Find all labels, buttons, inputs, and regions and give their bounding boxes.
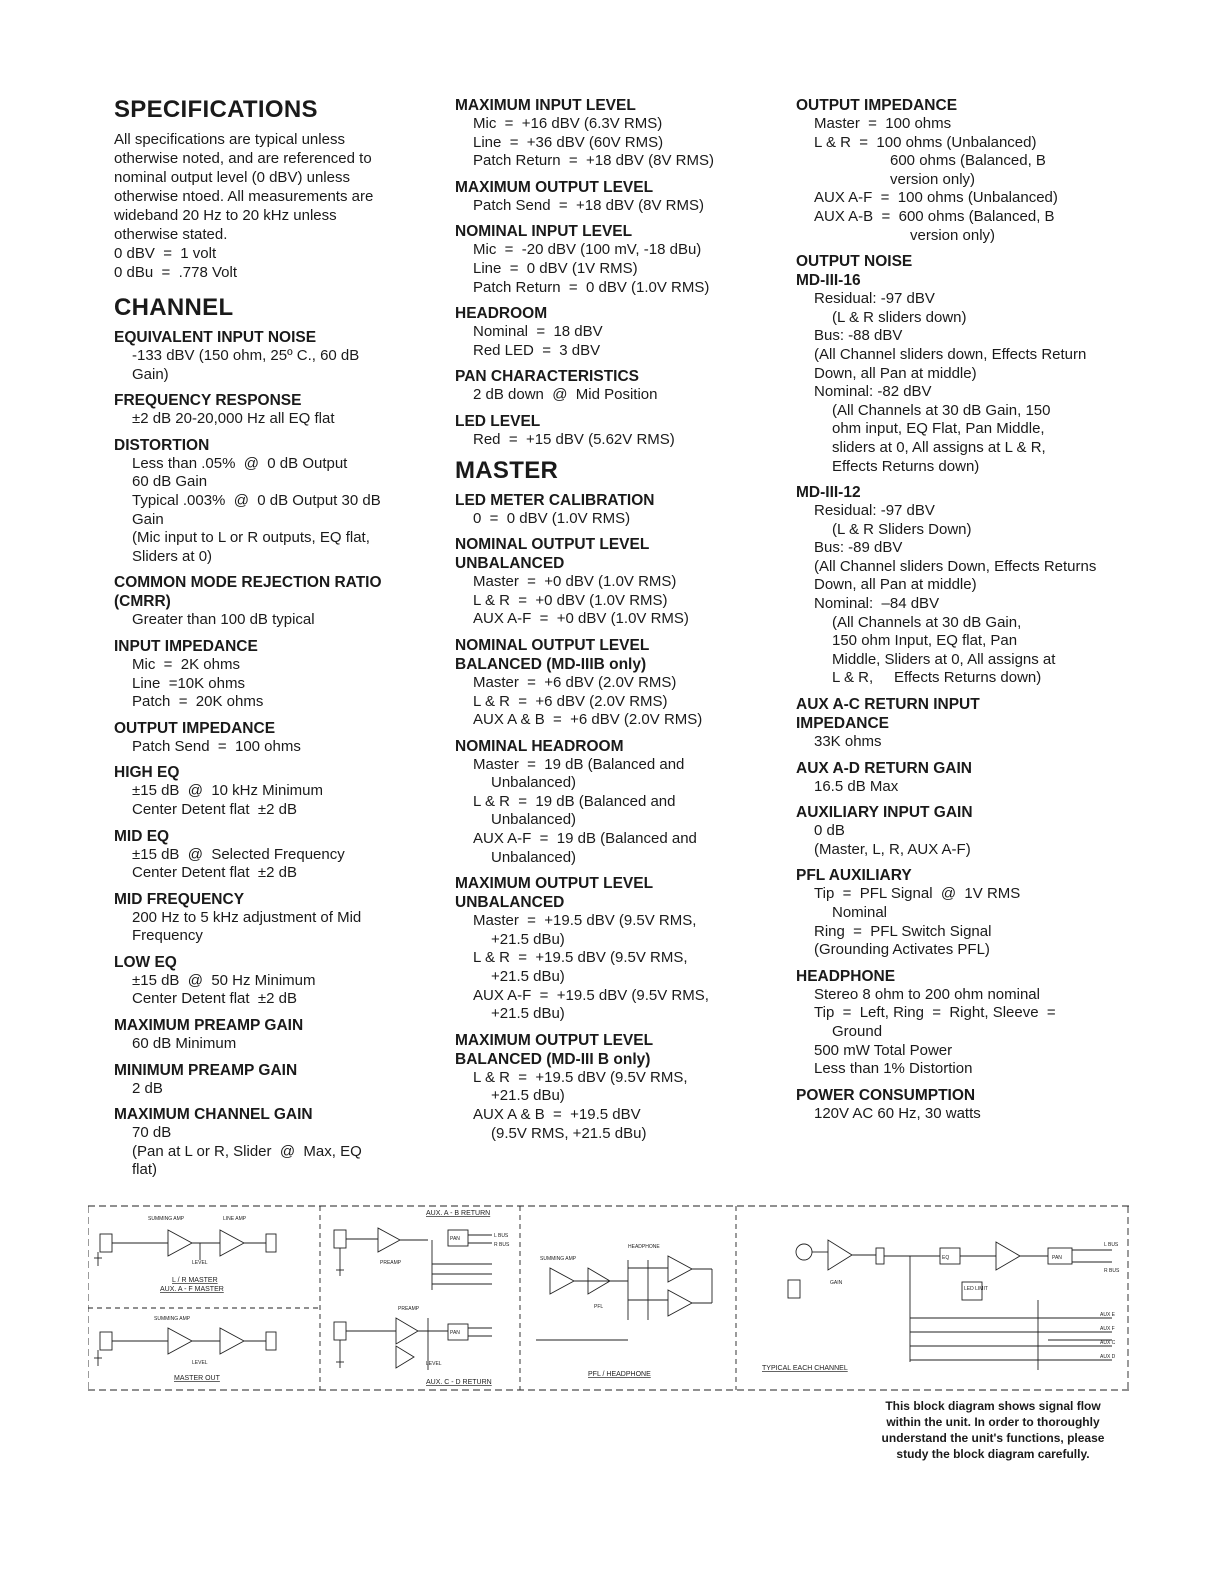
spec-value-line: (9.5V RMS, +21.5 dBu) bbox=[491, 1124, 647, 1142]
r-bus-label: R BUS bbox=[494, 1242, 510, 1248]
spec-item bbox=[796, 1086, 1116, 1124]
ch-r-bus-label: R BUS bbox=[1104, 1268, 1120, 1274]
spec-item bbox=[455, 96, 775, 171]
spec-item bbox=[455, 874, 775, 1024]
spec-values bbox=[455, 323, 775, 360]
spec-value-line: (Grounding Activates PFL) bbox=[814, 941, 990, 959]
spec-values bbox=[455, 573, 775, 629]
spec-value-line: Unbalanced) bbox=[491, 774, 577, 792]
spec-value-line: 16.5 dB Max bbox=[814, 777, 899, 795]
ch-pan-label: PAN bbox=[1052, 1255, 1062, 1261]
channel-title: CHANNEL bbox=[114, 294, 234, 321]
spec-values bbox=[114, 1080, 434, 1099]
spec-value-line: AUX A & B = +6 dBV (2.0V RMS) bbox=[473, 711, 703, 729]
intro-line: wideband 20 Hz to 20 kHz unless bbox=[114, 207, 337, 224]
pfl-headphone-block bbox=[536, 1244, 712, 1378]
spec-heading: NOMINAL OUTPUT LEVEL bbox=[455, 536, 650, 554]
spec-item bbox=[796, 483, 1116, 688]
caption-line: understand the unit's functions, please bbox=[881, 1431, 1105, 1445]
spec-value-line: (All Channel sliders Down, Effects Returns Down, all Pan at middle) bbox=[814, 557, 1101, 594]
spec-value-line: Master = 19 dB (Balanced and bbox=[473, 755, 685, 773]
spec-value-line: Red LED = 3 dBV bbox=[473, 341, 601, 359]
spec-heading: MD-III-16 bbox=[796, 272, 861, 290]
intro-line: 0 dBu = .778 Volt bbox=[114, 264, 238, 281]
output-spec-list bbox=[796, 96, 1116, 1123]
spec-values bbox=[455, 510, 775, 529]
spec-values bbox=[455, 241, 775, 297]
spec-value-line: 600 ohms (Balanced, B bbox=[890, 152, 1046, 170]
spec-value-line: Master = +19.5 dBV (9.5V RMS, bbox=[473, 912, 697, 930]
spec-heading: DISTORTION bbox=[114, 436, 210, 454]
spec-heading: MID FREQUENCY bbox=[114, 890, 245, 908]
spec-value-line: 2 dB bbox=[132, 1079, 163, 1097]
spec-values bbox=[114, 455, 434, 567]
spec-values bbox=[796, 502, 1116, 688]
spec-value-line: Less than 1% Distortion bbox=[814, 1060, 973, 1078]
spec-value-line: Mic = 2K ohms bbox=[132, 655, 240, 673]
spec-item bbox=[114, 827, 434, 883]
lr-master-block bbox=[94, 1216, 276, 1293]
spec-value-line: 200 Hz to 5 kHz adjustment of Mid bbox=[132, 908, 362, 926]
spec-value-line: sliders at 0, All assigns at L & R, bbox=[832, 438, 1046, 456]
spec-value-line: 0 = 0 dBV (1.0V RMS) bbox=[473, 509, 631, 527]
aux-ab-return-block bbox=[334, 1210, 510, 1290]
spec-item bbox=[455, 491, 775, 529]
pan-label: PAN bbox=[450, 1236, 460, 1242]
spec-heading: HEADPHONE bbox=[796, 967, 896, 985]
spec-heading: OUTPUT IMPEDANCE bbox=[796, 97, 958, 114]
spec-heading: PFL AUXILIARY bbox=[796, 867, 912, 885]
spec-heading: MAXIMUM OUTPUT LEVEL bbox=[455, 178, 654, 196]
spec-value-line: L & R, Effects Returns down) bbox=[832, 669, 1042, 687]
spec-values bbox=[114, 738, 434, 757]
spec-value-line: Gain) bbox=[132, 365, 169, 383]
master-out-block bbox=[94, 1316, 276, 1382]
spec-value-line: Effects Returns down) bbox=[832, 457, 980, 475]
master-title: MASTER bbox=[455, 456, 559, 484]
spec-value-line: Master = 100 ohms bbox=[814, 115, 952, 132]
master-level-label: LEVEL bbox=[192, 1360, 208, 1366]
spec-values bbox=[796, 885, 1116, 959]
spec-value-line: (All Channels at 30 dB Gain, 150 bbox=[832, 401, 1051, 419]
spec-values bbox=[796, 778, 1116, 797]
spec-value-line: Gain bbox=[132, 510, 164, 528]
spec-heading: HEADROOM bbox=[455, 305, 548, 323]
spec-values bbox=[114, 410, 434, 429]
spec-value-line: L & R = +19.5 dBV (9.5V RMS, bbox=[473, 949, 688, 967]
spec-item bbox=[455, 304, 775, 360]
spec-value-line: Sliders at 0) bbox=[132, 547, 213, 565]
spec-value-line: AUX A-F = 19 dB (Balanced and bbox=[473, 830, 697, 848]
spec-heading: IMPEDANCE bbox=[796, 715, 890, 733]
spec-value-line: version only) bbox=[890, 170, 976, 188]
spec-heading: NOMINAL OUTPUT LEVEL bbox=[455, 636, 650, 654]
level-label: LEVEL bbox=[192, 1260, 208, 1266]
spec-value-line: ±15 dB @ Selected Frequency bbox=[132, 845, 345, 863]
typical-channel-block bbox=[762, 1240, 1120, 1372]
spec-value-line: L & R = +0 dBV (1.0V RMS) bbox=[473, 591, 668, 609]
spec-value-line: Master = +0 dBV (1.0V RMS) bbox=[473, 573, 677, 591]
headphone-label: HEADPHONE bbox=[628, 1244, 660, 1250]
pfl-summing-label: SUMMING AMP bbox=[540, 1256, 577, 1262]
spec-value-line: Red = +15 dBV (5.62V RMS) bbox=[473, 430, 675, 448]
spec-value-line: 500 mW Total Power bbox=[814, 1041, 953, 1059]
lr-master-label: L / R MASTER bbox=[172, 1277, 218, 1284]
master-spec-list bbox=[455, 491, 775, 1144]
intro-line: All specifications are typical unless bbox=[114, 131, 345, 148]
spec-value-line: Patch Return = 0 dBV (1.0V RMS) bbox=[473, 278, 710, 296]
spec-heading: UNBALANCED bbox=[455, 555, 565, 573]
spec-heading: LOW EQ bbox=[114, 953, 177, 971]
summing-amp-label: SUMMING AMP bbox=[148, 1216, 185, 1222]
spec-values bbox=[796, 1105, 1116, 1124]
spec-item bbox=[455, 367, 775, 405]
spec-item bbox=[796, 967, 1116, 1079]
spec-item bbox=[455, 1031, 775, 1143]
spec-values bbox=[114, 1035, 434, 1054]
diagram-caption bbox=[862, 1398, 1124, 1462]
spec-value-line: +21.5 dBu) bbox=[491, 968, 565, 986]
spec-value-line: ±15 dB @ 10 kHz Minimum bbox=[132, 782, 324, 800]
spec-values bbox=[114, 611, 434, 630]
spec-heading: MAXIMUM CHANNEL GAIN bbox=[114, 1106, 313, 1124]
spec-values bbox=[455, 197, 775, 216]
aux-ab-return-label: AUX. A - B RETURN bbox=[426, 1210, 491, 1217]
spec-value-line: Center Detent flat ±2 dB bbox=[132, 800, 297, 818]
spec-values bbox=[455, 115, 775, 171]
aux-e-label: AUX E bbox=[1100, 1312, 1116, 1318]
aux-cd-return-block bbox=[334, 1306, 492, 1386]
spec-value-line: Less than .05% @ 0 dB Output bbox=[132, 454, 348, 472]
spec-value-line: Mic = +16 dBV (6.3V RMS) bbox=[473, 115, 663, 132]
spec-value-line: 0 dB bbox=[814, 822, 845, 840]
spec-values bbox=[114, 909, 434, 946]
spec-value-line: 70 dB bbox=[132, 1124, 172, 1142]
aux-f-label: AUX F bbox=[1100, 1326, 1115, 1332]
master-out-label: MASTER OUT bbox=[174, 1375, 220, 1382]
spec-heading: EQUIVALENT INPUT NOISE bbox=[114, 329, 317, 346]
intro-line: otherwise stated. bbox=[114, 226, 228, 243]
spec-item bbox=[796, 695, 1116, 752]
spec-value-line: Line = 0 dBV (1V RMS) bbox=[473, 259, 638, 277]
l-bus-label: L BUS bbox=[494, 1233, 509, 1239]
spec-item bbox=[455, 178, 775, 216]
spec-values bbox=[455, 912, 775, 1024]
ch-l-bus-label: L BUS bbox=[1104, 1242, 1119, 1248]
spec-item bbox=[114, 1016, 434, 1054]
spec-values bbox=[455, 1069, 775, 1143]
spec-item bbox=[114, 890, 434, 946]
spec-heading: LED LEVEL bbox=[455, 412, 541, 430]
spec-value-line: +21.5 dBu) bbox=[491, 1087, 565, 1105]
caption-line: within the unit. In order to thoroughly bbox=[886, 1415, 1100, 1429]
spec-value-line: Ground bbox=[832, 1022, 883, 1040]
spec-values bbox=[796, 822, 1116, 859]
spec-heading: MAXIMUM PREAMP GAIN bbox=[114, 1017, 304, 1035]
spec-item bbox=[114, 763, 434, 819]
spec-value-line: (Pan at L or R, Slider @ Max, EQ bbox=[132, 1142, 362, 1160]
spec-heading: AUX A-D RETURN GAIN bbox=[796, 759, 972, 777]
aux-cd-return-label: AUX. C - D RETURN bbox=[426, 1379, 492, 1386]
gain-label: GAIN bbox=[830, 1280, 843, 1286]
spec-value-line: AUX A-F = +19.5 dBV (9.5V RMS, bbox=[473, 986, 709, 1004]
preamp-label: PREAMP bbox=[380, 1260, 402, 1266]
spec-value-line: ohm input, EQ Flat, Pan Middle, bbox=[832, 420, 1045, 438]
spec-heading: MAXIMUM OUTPUT LEVEL bbox=[455, 875, 654, 893]
diagram-frame bbox=[88, 1206, 1130, 1390]
spec-value-line: 2 dB down @ Mid Position bbox=[473, 386, 658, 404]
spec-heading: UNBALANCED bbox=[455, 894, 565, 912]
spec-values bbox=[796, 290, 1116, 476]
spec-heading: AUX A-C RETURN INPUT bbox=[796, 696, 980, 714]
typical-channel-label: TYPICAL EACH CHANNEL bbox=[762, 1365, 848, 1372]
spec-values bbox=[114, 347, 434, 384]
channel-spec-list bbox=[114, 328, 434, 1180]
spec-item bbox=[455, 412, 775, 450]
spec-item bbox=[114, 328, 434, 384]
spec-heading: MAXIMUM OUTPUT LEVEL bbox=[455, 1031, 654, 1049]
spec-heading: MINIMUM PREAMP GAIN bbox=[114, 1061, 298, 1079]
spec-item bbox=[796, 252, 1116, 476]
spec-item bbox=[455, 737, 775, 868]
spec-value-line: 60 dB Minimum bbox=[132, 1035, 237, 1053]
spec-heading: PAN CHARACTERISTICS bbox=[455, 368, 639, 386]
aux-d-label: AUX D bbox=[1100, 1354, 1116, 1360]
spec-values bbox=[796, 115, 1116, 245]
spec-value-line: Patch Send = +18 dBV (8V RMS) bbox=[473, 196, 704, 214]
spec-value-line: Tip = Left, Ring = Right, Sleeve = bbox=[814, 1004, 1056, 1022]
spec-heading: BALANCED (MD-III B only) bbox=[455, 1050, 651, 1068]
pfl-label: PFL bbox=[594, 1304, 604, 1310]
spec-value-line: (All Channels at 30 dB Gain, bbox=[832, 613, 1022, 631]
spec-heading: MAXIMUM INPUT LEVEL bbox=[455, 97, 636, 114]
master-summing-amp-label: SUMMING AMP bbox=[154, 1316, 191, 1322]
spec-value-line: Line = +36 dBV (60V RMS) bbox=[473, 133, 664, 151]
spec-value-line: L & R = 100 ohms (Unbalanced) bbox=[814, 133, 1037, 151]
spec-value-line: AUX A-F = +0 dBV (1.0V RMS) bbox=[473, 610, 689, 628]
spec-item bbox=[455, 535, 775, 629]
spec-value-line: (Master, L, R, AUX A-F) bbox=[814, 840, 971, 858]
spec-heading: OUTPUT IMPEDANCE bbox=[114, 719, 276, 737]
spec-heading: POWER CONSUMPTION bbox=[796, 1086, 976, 1104]
spec-heading: (CMRR) bbox=[114, 593, 171, 611]
spec-value-line: (L & R sliders down) bbox=[832, 308, 967, 326]
spec-value-line: Nominal: -82 dBV bbox=[814, 383, 932, 401]
spec-values bbox=[455, 674, 775, 730]
spec-values bbox=[455, 431, 775, 450]
spec-value-line: Center Detent flat ±2 dB bbox=[132, 990, 297, 1008]
spec-value-line: 60 dB Gain bbox=[132, 473, 208, 491]
spec-value-line: 120V AC 60 Hz, 30 watts bbox=[814, 1104, 981, 1122]
block-diagram bbox=[88, 1200, 1130, 1394]
spec-item bbox=[455, 222, 775, 297]
spec-value-line: flat) bbox=[132, 1161, 158, 1179]
spec-values bbox=[796, 733, 1116, 752]
spec-heading: MID EQ bbox=[114, 827, 170, 845]
spec-value-line: 150 ohm Input, EQ flat, Pan bbox=[832, 632, 1018, 650]
spec-item bbox=[796, 759, 1116, 797]
spec-values bbox=[796, 986, 1116, 1079]
spec-value-line: -133 dBV (150 ohm, 25º C., 60 dB bbox=[132, 347, 360, 364]
spec-item bbox=[114, 719, 434, 757]
spec-value-line: Ring = PFL Switch Signal bbox=[814, 922, 992, 940]
spec-values bbox=[114, 782, 434, 819]
spec-values bbox=[114, 1124, 434, 1180]
column-1 bbox=[114, 96, 434, 1187]
spec-item bbox=[796, 803, 1116, 859]
spec-heading: COMMON MODE REJECTION RATIO bbox=[114, 574, 382, 592]
spec-value-line: Tip = PFL Signal @ 1V RMS bbox=[814, 885, 1021, 903]
spec-value-line: L & R = +19.5 dBV (9.5V RMS, bbox=[473, 1068, 688, 1086]
spec-item bbox=[114, 436, 434, 567]
spec-heading: LED METER CALIBRATION bbox=[455, 491, 655, 509]
spec-value-line: Nominal = 18 dBV bbox=[473, 323, 603, 341]
caption-line: study the block diagram carefully. bbox=[896, 1447, 1090, 1461]
cd-preamp-label: PREAMP bbox=[398, 1306, 420, 1312]
spec-value-line: Nominal: –84 dBV bbox=[814, 595, 940, 613]
spec-value-line: AUX A-B = 600 ohms (Balanced, B bbox=[814, 207, 1055, 225]
intro-paragraph bbox=[114, 130, 434, 282]
spec-item bbox=[114, 1061, 434, 1099]
spec-value-line: ±15 dB @ 50 Hz Minimum bbox=[132, 971, 316, 989]
spec-item bbox=[455, 636, 775, 730]
spec-value-line: Typical .003% @ 0 dB Output 30 dB bbox=[132, 491, 381, 509]
spec-heading: NOMINAL INPUT LEVEL bbox=[455, 223, 633, 241]
spec-heading: INPUT IMPEDANCE bbox=[114, 637, 258, 655]
spec-value-line: Bus: -89 dBV bbox=[814, 539, 903, 557]
intro-line: otherwise noted, and are referenced to bbox=[114, 150, 372, 167]
line-amp-label: LINE AMP bbox=[223, 1216, 247, 1222]
aux-af-master-label: AUX. A - F MASTER bbox=[160, 1286, 224, 1293]
spec-heading: AUXILIARY INPUT GAIN bbox=[796, 804, 973, 822]
spec-value-line: Unbalanced) bbox=[491, 811, 577, 829]
spec-value-line: Mic = -20 dBV (100 mV, -18 dBu) bbox=[473, 241, 702, 259]
spec-value-line: 33K ohms bbox=[814, 733, 882, 751]
specifications-title: SPECIFICATIONS bbox=[114, 96, 318, 123]
intro-line: 0 dBV = 1 volt bbox=[114, 245, 217, 262]
spec-item bbox=[114, 573, 434, 630]
spec-heading: FREQUENCY RESPONSE bbox=[114, 392, 302, 410]
intro-line: nominal output level (0 dBV) unless bbox=[114, 169, 350, 186]
spec-value-line: Master = +6 dBV (2.0V RMS) bbox=[473, 673, 677, 691]
spec-value-line: Patch Return = +18 dBV (8V RMS) bbox=[473, 152, 714, 170]
spec-value-line: Nominal bbox=[832, 904, 888, 921]
aux-c-label: AUX C bbox=[1100, 1340, 1116, 1346]
spec-value-line: Greater than 100 dB typical bbox=[132, 611, 315, 629]
spec-value-line: L & R = +6 dBV (2.0V RMS) bbox=[473, 692, 668, 710]
spec-value-line: L & R = 19 dB (Balanced and bbox=[473, 792, 676, 810]
caption-line: This block diagram shows signal flow bbox=[885, 1399, 1101, 1413]
spec-values bbox=[114, 972, 434, 1009]
spec-item bbox=[796, 866, 1116, 959]
column-3 bbox=[796, 96, 1116, 1130]
spec-value-line: Residual: -97 dBV bbox=[814, 290, 935, 308]
spec-value-line: ±2 dB 20-20,000 Hz all EQ flat bbox=[132, 410, 335, 428]
led-limit-label: LED LIMIT bbox=[964, 1286, 988, 1292]
pfl-headphone-label: PFL / HEADPHONE bbox=[588, 1371, 651, 1378]
spec-value-line: Patch = 20K ohms bbox=[132, 693, 264, 711]
spec-values bbox=[114, 656, 434, 712]
spec-value-line: Line =10K ohms bbox=[132, 674, 245, 692]
spec-item bbox=[114, 637, 434, 712]
spec-value-line: Frequency bbox=[132, 927, 203, 945]
spec-value-line: Stereo 8 ohm to 200 ohm nominal bbox=[814, 985, 1040, 1003]
spec-heading: HIGH EQ bbox=[114, 764, 180, 782]
spec-value-line: (All Channel sliders down, Effects Return Down, all Pan at middle) bbox=[814, 345, 1091, 382]
spec-values bbox=[455, 756, 775, 868]
spec-value-line: Center Detent flat ±2 dB bbox=[132, 864, 297, 882]
spec-values bbox=[114, 846, 434, 883]
spec-item bbox=[114, 953, 434, 1009]
spec-item bbox=[114, 391, 434, 429]
cd-pan-label: PAN bbox=[450, 1330, 460, 1336]
eq-label: EQ bbox=[942, 1255, 950, 1261]
spec-values bbox=[455, 386, 775, 405]
spec-value-line: Bus: -88 dBV bbox=[814, 327, 903, 345]
spec-value-line: Residual: -97 dBV bbox=[814, 502, 935, 520]
spec-heading: BALANCED (MD-IIIB only) bbox=[455, 655, 647, 673]
input-spec-list bbox=[455, 96, 775, 450]
spec-value-line: (L & R Sliders Down) bbox=[832, 520, 972, 538]
spec-value-line: AUX A-F = 100 ohms (Unbalanced) bbox=[814, 189, 1058, 207]
spec-value-line: Patch Send = 100 ohms bbox=[132, 737, 301, 755]
spec-value-line: (Mic input to L or R outputs, EQ flat, bbox=[132, 529, 370, 547]
spec-heading: OUTPUT NOISE bbox=[796, 253, 913, 271]
spec-value-line: Unbalanced) bbox=[491, 848, 577, 866]
spec-heading: MD-III-12 bbox=[796, 484, 861, 502]
spec-item bbox=[114, 1105, 434, 1180]
intro-line: otherwise ntoed. All measurements are bbox=[114, 188, 374, 205]
spec-value-line: Middle, Sliders at 0, All assigns at bbox=[832, 650, 1056, 668]
spec-value-line: +21.5 dBu) bbox=[491, 1005, 565, 1023]
spec-value-line: version only) bbox=[910, 226, 996, 244]
spec-value-line: AUX A & B = +19.5 dBV bbox=[473, 1106, 641, 1123]
cd-level-label: LEVEL bbox=[426, 1361, 442, 1367]
spec-heading: NOMINAL HEADROOM bbox=[455, 737, 624, 755]
spec-value-line: +21.5 dBu) bbox=[491, 930, 565, 948]
column-2 bbox=[455, 96, 775, 1150]
spec-item bbox=[796, 96, 1116, 245]
